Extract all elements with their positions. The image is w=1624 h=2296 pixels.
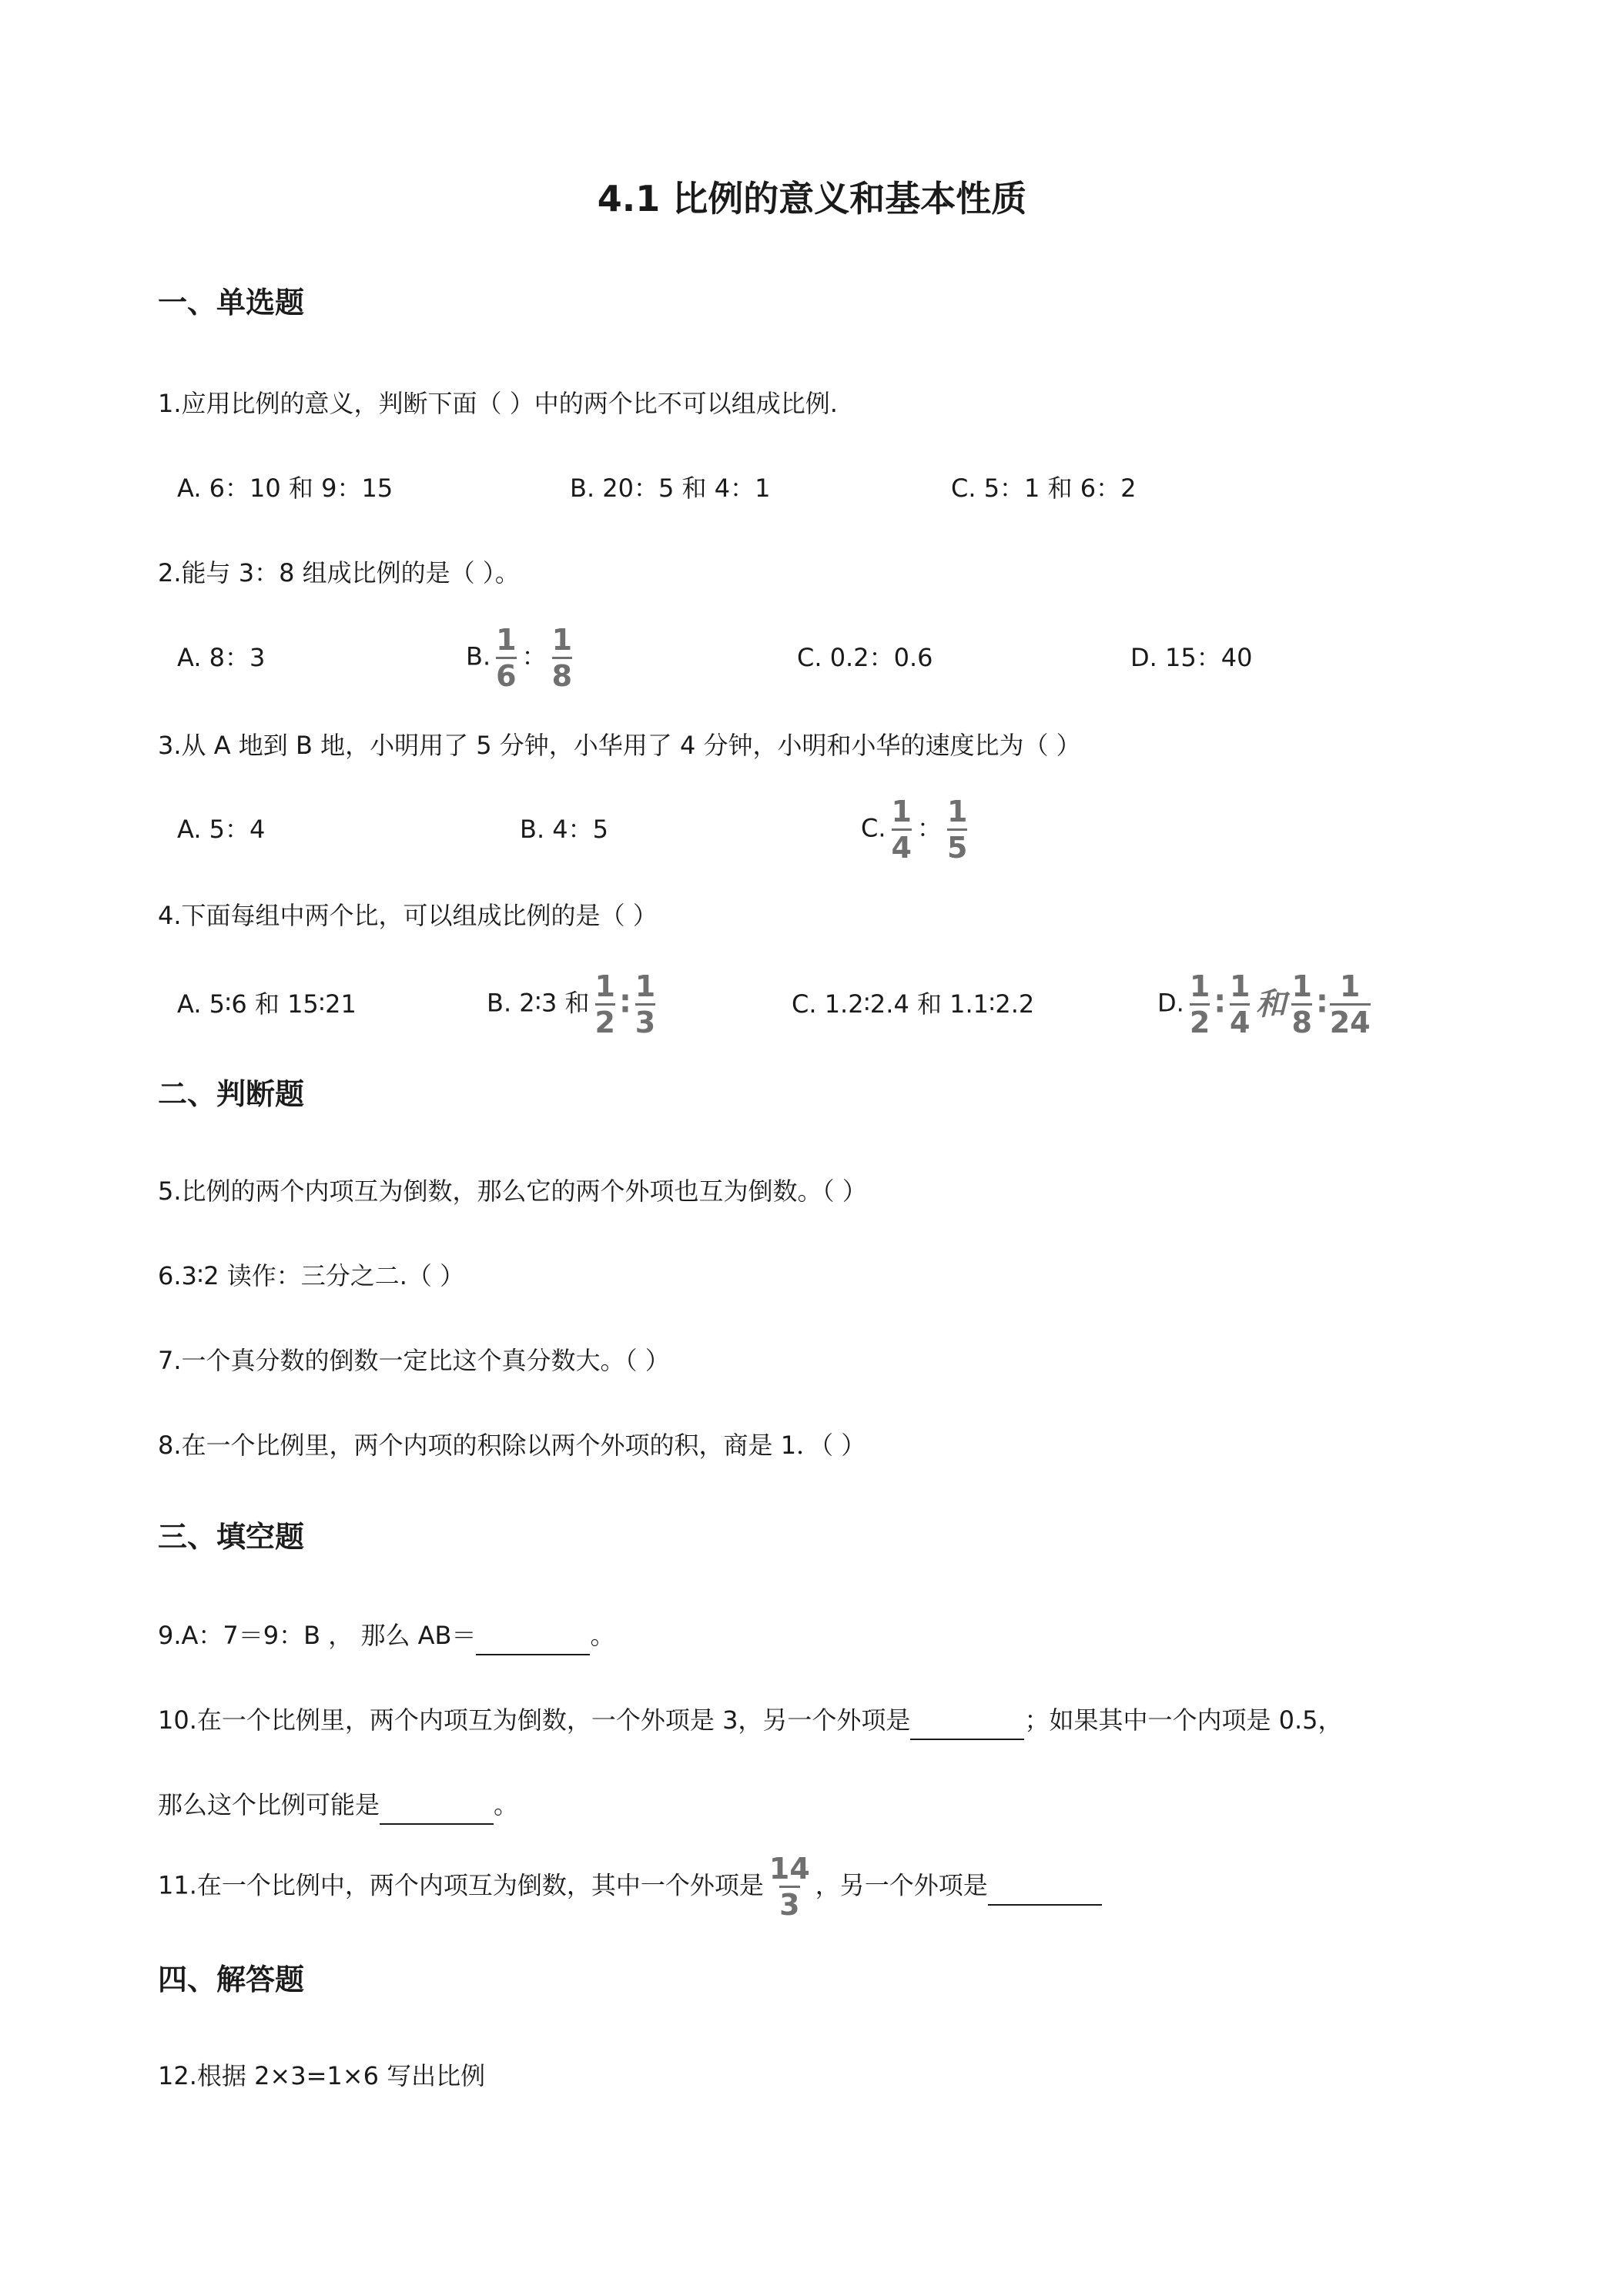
fraction: $\frac{1}{8}$ xyxy=(1291,969,1312,1039)
fraction: $\frac{1}{3}$ xyxy=(635,969,656,1039)
fraction: $\frac{1}{4}$ xyxy=(891,795,912,865)
question-8: 8.在一个比例里，两个内项的积除以两个外项的积，商是 1．（ ） xyxy=(158,1431,866,1460)
fraction: $\frac{1}{6}$ xyxy=(496,623,517,693)
q2-option-b: B. $\frac{1}{6}$ ： $\frac{1}{8}$ xyxy=(466,625,578,691)
q4-option-d-label: D. xyxy=(1157,988,1184,1018)
fraction: $\frac{1}{2}$ xyxy=(594,969,615,1039)
q3-option-b: B. 4：5 xyxy=(520,815,609,844)
page-title: 4.1 比例的意义和基本性质 xyxy=(597,178,1027,219)
question-10-line-2: 那么这个比例可能是 。 xyxy=(158,1786,518,1825)
fraction: $\frac{1}{5}$ xyxy=(946,795,968,865)
section-true-false: 二、判断题 xyxy=(158,1077,305,1111)
question-3: 3.从 A 地到 B 地，小明用了 5 分钟，小华用了 4 分钟，小明和小华的速度比为（ ） xyxy=(158,731,1081,760)
answer-blank[interactable] xyxy=(476,1617,590,1655)
q3-option-c: C. $\frac{1}{4}$ ： $\frac{1}{5}$ xyxy=(861,797,973,862)
q2-option-d: D. 15：40 xyxy=(1130,643,1253,672)
section-solve: 四、解答题 xyxy=(158,1963,305,1996)
question-12: 12.根据 2×3=1×6 写出比例 xyxy=(158,2061,486,2090)
question-6: 6.3∶2 读作：三分之二.（ ） xyxy=(158,1261,465,1290)
q1-option-a: A. 6：10 和 9：15 xyxy=(177,474,393,503)
fraction: $\frac{1}{2}$ xyxy=(1189,969,1210,1039)
q2-option-a: A. 8：3 xyxy=(177,643,266,672)
q2-option-b-label: B. xyxy=(466,641,491,671)
fraction: $\frac{1}{4}$ xyxy=(1230,969,1251,1039)
question-2: 2.能与 3：8 组成比例的是（ ）。 xyxy=(158,558,520,587)
answer-blank[interactable] xyxy=(988,1867,1102,1906)
q1-option-c: C. 5：1 和 6：2 xyxy=(951,474,1137,503)
section-single-choice: 一、单选题 xyxy=(158,286,305,320)
question-11: 11.在一个比例中，两个内项互为倒数，其中一个外项是 $\frac{14}{3}$ ，另一个外项是 xyxy=(158,1854,1102,1919)
q4-option-d: D. $\frac{1}{2}$ ∶ $\frac{1}{4}$ 和 $\frac{1}{8}$ ∶ $\frac{1}{24}$ xyxy=(1157,969,1371,1039)
q4-option-a: A. 5∶6 和 15∶21 xyxy=(177,989,357,1019)
question-9: 9.A：7＝9：B ， 那么 AB＝ 。 xyxy=(158,1617,614,1655)
fraction: $\frac{14}{3}$ xyxy=(768,1852,810,1922)
question-7: 7.一个真分数的倒数一定比这个真分数大。（ ） xyxy=(158,1346,670,1375)
q2-option-c: C. 0.2：0.6 xyxy=(797,643,933,672)
q4-option-b-label: B. 2∶3 和 xyxy=(487,988,590,1018)
q1-option-b: B. 20：5 和 4：1 xyxy=(570,474,771,503)
q4-option-b: B. 2∶3 和 $\frac{1}{2}$ ∶ $\frac{1}{3}$ xyxy=(487,972,661,1037)
question-10: 10.在一个比例里，两个内项互为倒数，一个外项是 3，另一个外项是 ；如果其中一个内项是 0.5， xyxy=(158,1702,1343,1740)
question-4: 4.下面每组中两个比，可以组成比例的是（ ） xyxy=(158,901,658,930)
section-fill-in: 三、填空题 xyxy=(158,1520,305,1554)
question-1: 1.应用比例的意义，判断下面（ ）中的两个比不可以组成比例. xyxy=(158,389,838,418)
q3-option-a: A. 5：4 xyxy=(177,815,266,844)
fraction: $\frac{1}{8}$ xyxy=(551,623,573,693)
answer-blank[interactable] xyxy=(380,1786,494,1825)
answer-blank[interactable] xyxy=(910,1702,1024,1740)
q3-option-c-label: C. xyxy=(861,813,886,843)
q4-option-c: C. 1.2∶2.4 和 1.1∶2.2 xyxy=(792,989,1035,1019)
fraction: $\frac{1}{24}$ xyxy=(1329,969,1371,1039)
question-5: 5.比例的两个内项互为倒数，那么它的两个外项也互为倒数。（ ） xyxy=(158,1176,867,1206)
